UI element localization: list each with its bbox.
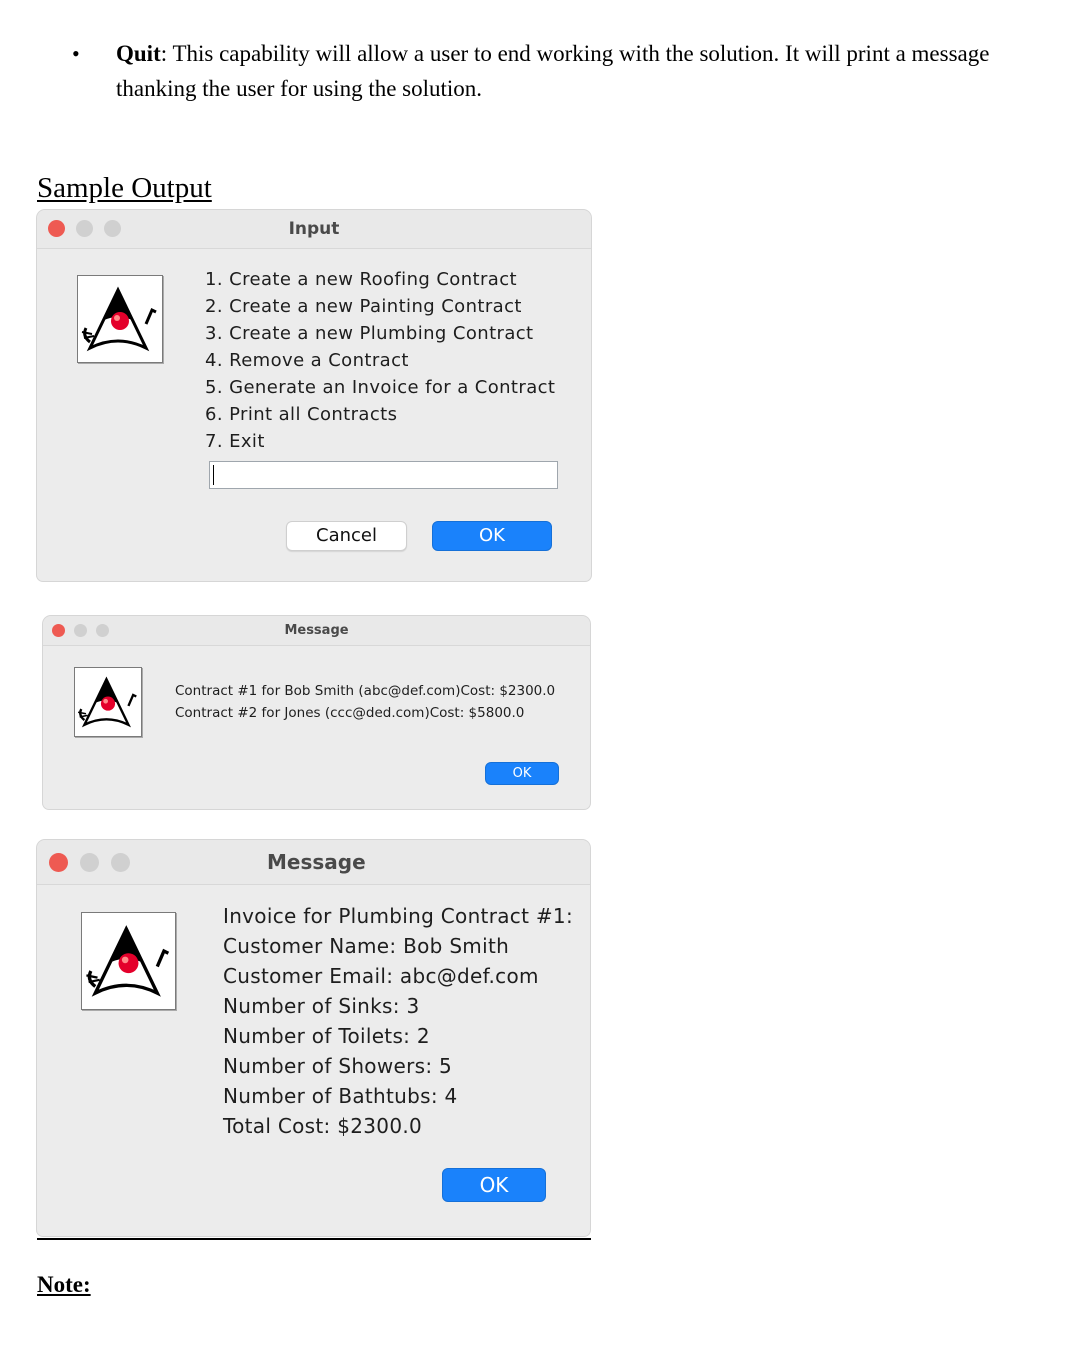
java-duke-icon <box>81 912 176 1010</box>
bullet-marker: • <box>72 41 80 66</box>
note-heading: Note: <box>37 1272 91 1297</box>
menu-line-4: 4. Remove a Contract <box>205 350 409 371</box>
message-dialog-contracts <box>43 616 590 809</box>
menu-line-1: 1. Create a new Roofing Contract <box>205 269 517 290</box>
choice-input[interactable] <box>209 461 558 489</box>
ok-button[interactable]: OK <box>485 762 559 785</box>
quit-bullet <box>72 36 1042 106</box>
quit-term: Quit <box>116 41 161 66</box>
window-controls <box>49 853 130 872</box>
invoice-line-6: Number of Showers: 5 <box>223 1054 453 1078</box>
invoice-line-7: Number of Bathtubs: 4 <box>223 1084 458 1108</box>
menu-line-5: 5. Generate an Invoice for a Contract <box>205 377 556 398</box>
minimize-window-button[interactable] <box>80 853 99 872</box>
quit-text: : This capability will allow a user to end working with the solution. It will print a message thanking the user for using the solution. <box>116 41 990 101</box>
java-duke-icon <box>77 275 163 363</box>
invoice-line-1: Invoice for Plumbing Contract #1: <box>223 904 573 928</box>
text-caret <box>213 465 214 485</box>
invoice-lines <box>223 901 573 1141</box>
dialog-title: Message <box>284 623 349 638</box>
cancel-button[interactable]: Cancel <box>286 521 407 551</box>
menu-lines <box>205 266 555 455</box>
message-dialog-titlebar <box>37 840 590 885</box>
contract-lines <box>175 680 555 724</box>
ok-button[interactable]: OK <box>432 521 552 551</box>
message-dialog-invoice <box>37 840 590 1236</box>
dialog-title: Input <box>288 219 340 239</box>
close-window-button[interactable] <box>49 853 68 872</box>
quit-description <box>116 36 1042 106</box>
invoice-line-2: Customer Name: Bob Smith <box>223 934 510 958</box>
menu-line-2: 2. Create a new Painting Contract <box>205 296 522 317</box>
divider-line <box>37 1238 591 1240</box>
message-dialog-titlebar <box>43 616 590 646</box>
dialog-title: Message <box>267 850 366 874</box>
menu-line-3: 3. Create a new Plumbing Contract <box>205 323 534 344</box>
contract-line-2: Contract #2 for Jones (ccc@ded.com)Cost: $5800.0 <box>175 705 525 721</box>
invoice-line-4: Number of Sinks: 3 <box>223 994 420 1018</box>
java-duke-icon <box>74 667 142 737</box>
invoice-line-8: Total Cost: $2300.0 <box>223 1114 423 1138</box>
menu-line-6: 6. Print all Contracts <box>205 404 398 425</box>
ok-button[interactable]: OK <box>442 1168 546 1202</box>
zoom-window-button[interactable] <box>111 853 130 872</box>
section-title: Sample Output <box>37 172 212 204</box>
invoice-line-3: Customer Email: abc@def.com <box>223 964 539 988</box>
input-dialog-titlebar <box>37 210 591 249</box>
invoice-line-5: Number of Toilets: 2 <box>223 1024 430 1048</box>
menu-line-7: 7. Exit <box>205 431 265 452</box>
contract-line-1: Contract #1 for Bob Smith (abc@def.com)Cost: $2300.0 <box>175 683 556 699</box>
input-dialog <box>37 210 591 581</box>
